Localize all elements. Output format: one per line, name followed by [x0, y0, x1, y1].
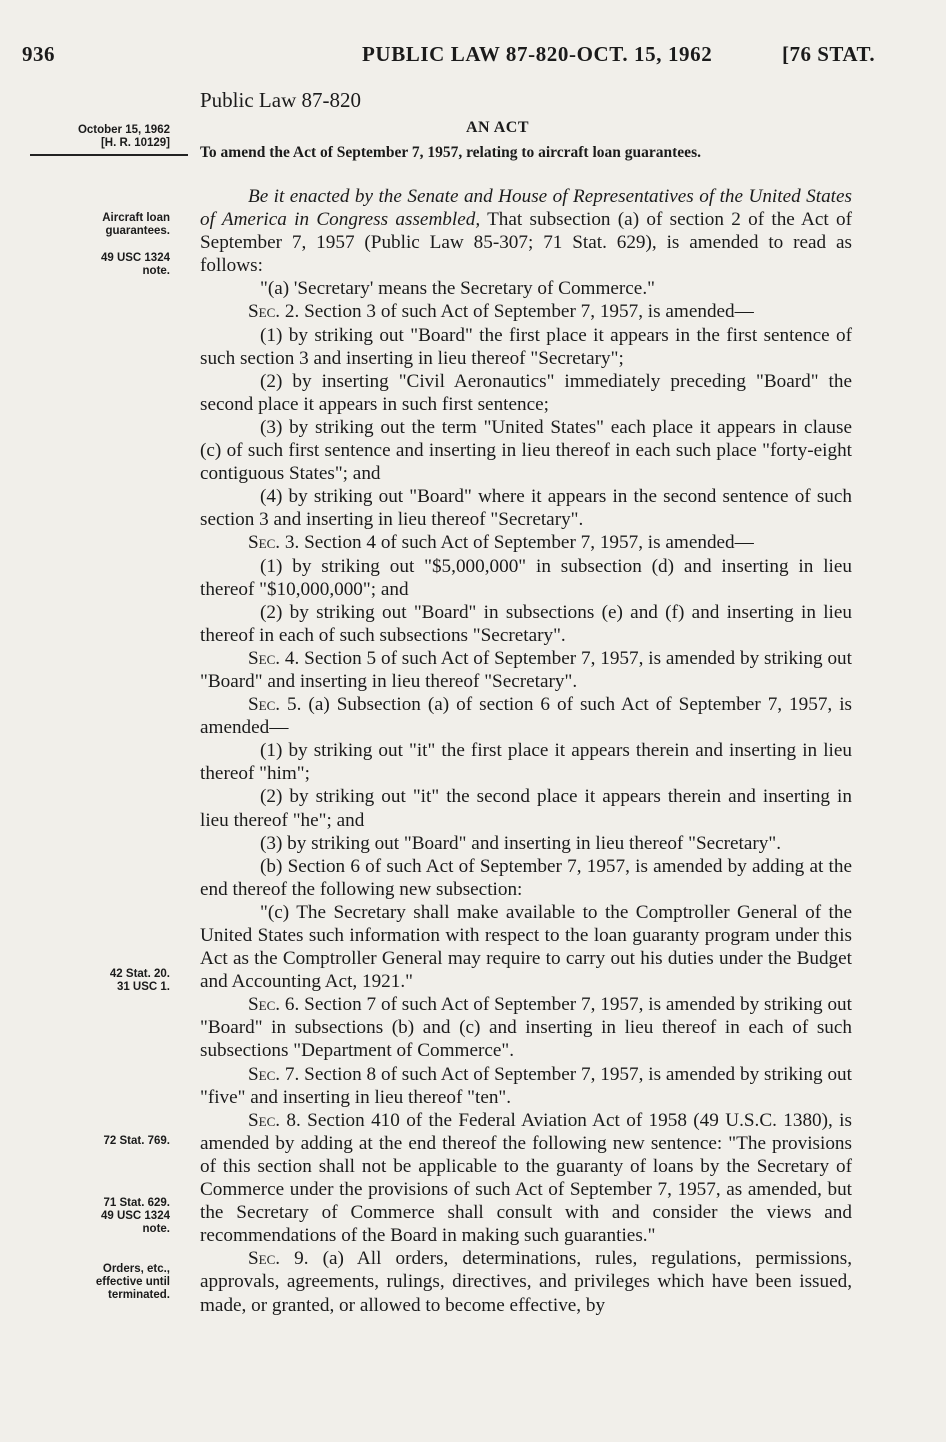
quote-a: "(a) 'Secretary' means the Secretary of Commerce."	[260, 278, 655, 300]
margin-cite4-line1: 71 Stat. 629.	[103, 1197, 170, 1209]
margin-cite1-line1: 49 USC 1324	[100, 252, 170, 264]
margin-cite3: 72 Stat. 769.	[103, 1135, 170, 1147]
sec5-label: Sec. 5.	[248, 694, 302, 716]
sec2-text: Section 3 of such Act of September 7, 1957, is amended—	[299, 301, 754, 323]
sec2-item4: (4) by striking out "Board" where it appears in the second sentence of such section 3 and inserting in lieu thereof "Secretary".	[200, 486, 852, 531]
margin-topic-line2: guarantees.	[105, 225, 170, 237]
sec7-text: Section 8 of such Act of September 7, 1957, is amended by striking out "five" and inserting in lieu thereof "ten".	[200, 1063, 852, 1108]
sec4-text: Section 5 of such Act of September 7, 1957, is amended by striking out "Board" and inserting in lieu thereof "Secretary".	[200, 647, 852, 692]
enacting-formula: Be it enacted by the Senate and House of Representatives of the United States of America in Congress assembled,	[200, 186, 852, 231]
margin-orders	[30, 1263, 170, 1302]
sec6-label: Sec. 6.	[248, 994, 300, 1016]
sec2-label: Sec. 2.	[248, 301, 300, 323]
sec4-label: Sec. 4.	[248, 647, 300, 669]
sec3-item2: (2) by striking out "Board" in subsections (e) and (f) and inserting in lieu thereof in each of such subsections "Secretary".	[200, 601, 852, 646]
sec9	[200, 1247, 852, 1316]
act-body	[200, 185, 852, 1317]
margin-cite2-line1: 42 Stat. 20.	[109, 968, 170, 980]
sec5-b: (b) Section 6 of such Act of September 7, 1957, is amended by adding at the end thereof the following new subsection:	[200, 855, 852, 900]
sec8-label: Sec. 8.	[248, 1109, 301, 1131]
margin-cite4-line3: note.	[142, 1223, 170, 1235]
statute-volume: [76 STAT.	[782, 42, 876, 66]
act-title: To amend the Act of September 7, 1957, relating to aircraft loan guarantees.	[200, 144, 701, 161]
margin-date: October 15, 1962	[77, 124, 170, 136]
sec9-label: Sec. 9.	[248, 1248, 309, 1270]
sec2	[200, 300, 852, 323]
margin-cite-42stat	[30, 968, 170, 994]
sec5-item1: (1) by striking out "it" the first place it appears therein and inserting in lieu thereof "him";	[200, 740, 852, 785]
margin-cite-71stat	[30, 1197, 170, 1236]
margin-cite1-line2: note.	[142, 265, 170, 277]
enacting-clause	[200, 185, 852, 277]
margin-orders-line1: Orders, etc.,	[102, 1263, 170, 1275]
sec3-item1: (1) by striking out "$5,000,000" in subsection (d) and inserting in lieu thereof "$10,000,000"; and	[200, 555, 852, 600]
sec8	[200, 1109, 852, 1248]
sec5-c-quote: "(c) The Secretary shall make available to the Comptroller General of the United States such information with respect to the loan guaranty program under this Act as the Comptroller General may require to carry out his duties under the Budget and Accounting Act, 1921."	[200, 901, 852, 993]
sec6	[200, 993, 852, 1062]
margin-orders-line3: terminated.	[108, 1289, 170, 1301]
sec3-label: Sec. 3.	[248, 532, 300, 554]
page-number: 936	[22, 42, 55, 66]
running-title: PUBLIC LAW 87-820-OCT. 15, 1962	[362, 42, 713, 66]
act-label: AN ACT	[466, 119, 530, 136]
enacting-text: That subsection (a) of section 2 of the Act of September 7, 1957 (Public Law 85-307; 71 Stat. 629), is amended to read as follows:	[200, 209, 853, 277]
sec4	[200, 647, 852, 693]
sec8-text: Section 410 of the Federal Aviation Act of 1958 (49 U.S.C. 1380), is amended by adding at the end thereof the following new sentence: "The provisions of this section shall not be applicable to the guaranty of loans by the Secretary of Commerce under the provisions of such Act of September 7, 1957, as amended, but the Secretary of Commerce shall consult with and consider the views and recommendations of the Board in making such guaranties."	[200, 1109, 852, 1247]
sec2-item1: (1) by striking out "Board" the first place it appears in the first sentence of such section 3 and inserting in lieu thereof "Secretary";	[200, 324, 852, 369]
law-name: Public Law 87-820	[200, 88, 361, 112]
sec5-item3: (3) by striking out "Board" and inserting in lieu thereof "Secretary".	[260, 832, 782, 854]
margin-rule	[30, 154, 188, 156]
sec5	[200, 693, 852, 739]
margin-cite-72stat	[30, 1135, 170, 1148]
sec2-item3: (3) by striking out the term "United States" each place it appears in clause (c) of such first sentence and inserting in lieu thereof in each such place "forty-eight contiguous States"; and	[200, 416, 852, 485]
sec7	[200, 1063, 852, 1109]
sec5-text: (a) Subsection (a) of section 6 of such Act of September 7, 1957, is amended—	[200, 694, 852, 739]
margin-cite-49usc	[30, 252, 170, 278]
sec3-text: Section 4 of such Act of September 7, 1957, is amended—	[299, 532, 754, 554]
sec6-text: Section 7 of such Act of September 7, 1957, is amended by striking out "Board" in subsections (b) and (c) and inserting in lieu thereof in each of such subsections "Department of Commerce".	[200, 994, 852, 1062]
sec2-item2: (2) by inserting "Civil Aeronautics" immediately preceding "Board" the second place it appears in such first sentence;	[200, 370, 852, 415]
sec5-item2: (2) by striking out "it" the second place it appears therein and inserting in lieu thereof "he"; and	[200, 786, 852, 831]
sec3	[200, 531, 852, 554]
sec9-text: (a) All orders, determinations, rules, regulations, permissions, approvals, agreements, rulings, directives, and privileges which have been issued, made, or granted, or allowed to become effective, by	[200, 1248, 852, 1316]
margin-topic	[30, 212, 170, 238]
margin-topic-line1: Aircraft loan	[102, 212, 170, 224]
sec7-label: Sec. 7.	[248, 1063, 300, 1085]
margin-orders-line2: effective until	[95, 1276, 170, 1288]
margin-cite4-line2: 49 USC 1324	[100, 1210, 170, 1222]
running-header	[22, 42, 902, 72]
margin-bill: [H. R. 10129]	[100, 137, 170, 149]
margin-date-bill	[30, 124, 170, 150]
margin-cite2-line2: 31 USC 1.	[116, 981, 170, 993]
